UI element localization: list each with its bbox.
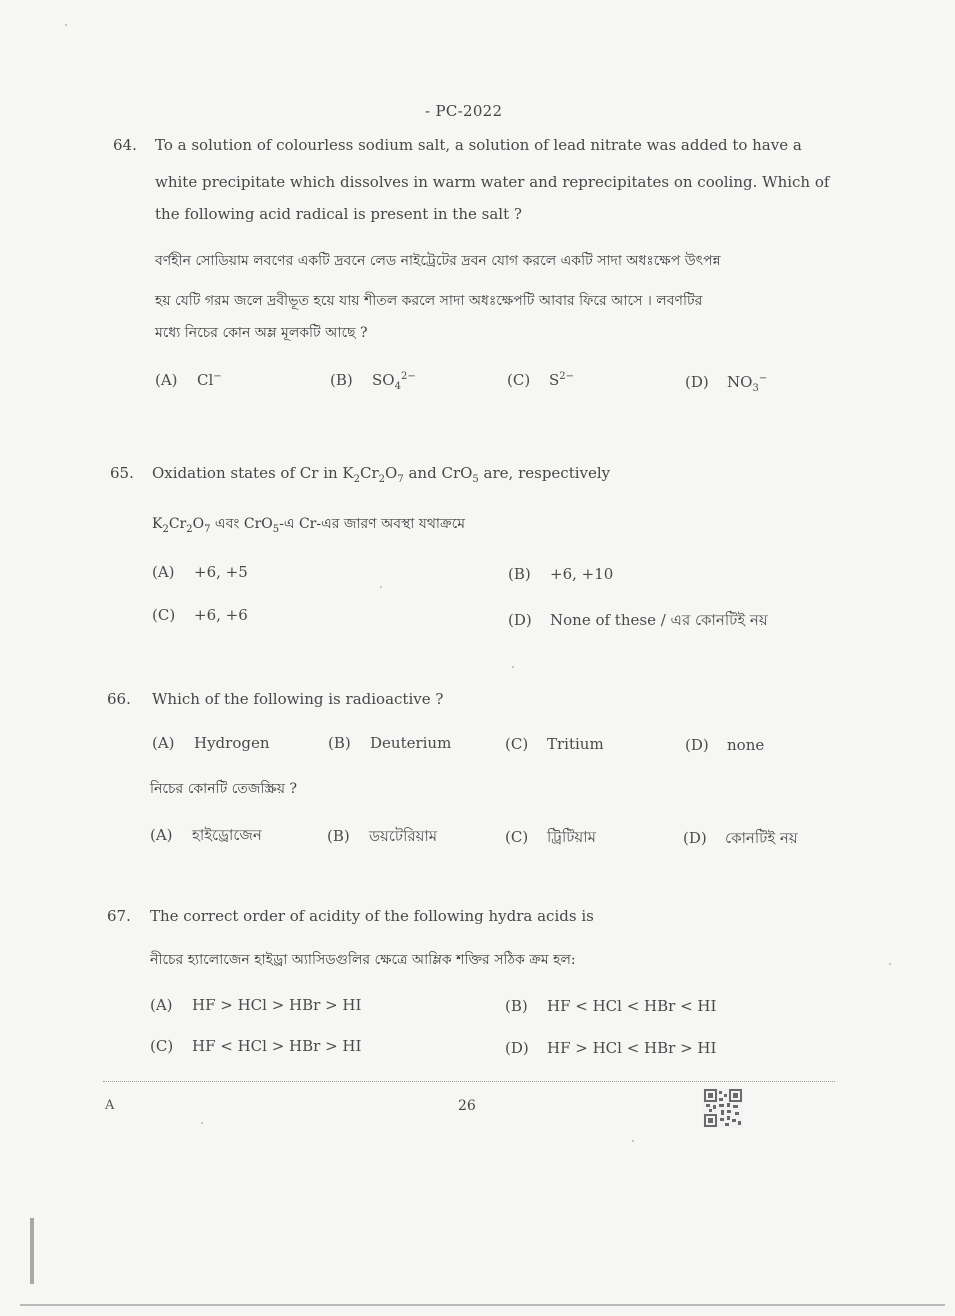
- question-text-bengali: নিচের কোনটি তেজস্ক্রিয় ?: [150, 781, 297, 797]
- option-b: (B) HF < HCl < HBr < HI: [505, 997, 717, 1015]
- paper-code: - PC-2022: [425, 102, 503, 120]
- question-text-bengali: $K_2Cr_2O_7$ এবং CrO$_5$-এ Cr-এর জারণ অবস্থা যথাক্রমে: [152, 516, 466, 535]
- footer-divider: [103, 1081, 835, 1082]
- option-a-bengali: (A) হাইড্রোজেন: [150, 826, 262, 844]
- page-number: 26: [458, 1098, 476, 1114]
- option-c: (C) $S^{2-}$: [507, 371, 575, 389]
- set-code: A: [105, 1098, 115, 1113]
- option-b-bengali: (B) ডয়টেরিয়াম: [327, 827, 438, 845]
- option-d: (D) none: [685, 736, 765, 754]
- question-text-line: the following acid radical is present in the salt ?: [155, 205, 522, 223]
- option-c: (C) Tritium: [505, 735, 604, 753]
- question-text-bengali-line: বর্ণহীন সোডিয়াম লবণের একটি দ্রবনে লেড নাইট্রেটের দ্রবন যোগ করলে একটি সাদা অধঃক্ষেপ উৎপন্ন: [155, 253, 721, 269]
- speck: [632, 1140, 634, 1142]
- speck: [889, 963, 891, 965]
- question-text: The correct order of acidity of the following hydra acids is: [150, 907, 594, 925]
- option-d: (D) $NO_3^-$: [685, 373, 768, 394]
- option-a: (A) Cl−: [155, 371, 222, 389]
- question-text-bengali: নীচের হ্যালোজেন হাইড্রা অ্যাসিডগুলির ক্ষেত্রে আম্লিক শক্তির সঠিক ক্রম হল:: [150, 952, 576, 968]
- option-c-bengali: (C) ট্রিটিয়াম: [505, 828, 596, 846]
- option-d-bengali: (D) কোনটিই নয়: [683, 829, 798, 847]
- option-a: (A) HF > HCl > HBr > HI: [150, 996, 362, 1014]
- option-d: (D) HF > HCl < HBr > HI: [505, 1039, 717, 1057]
- question-text: Which of the following is radioactive ?: [152, 690, 444, 708]
- question-text-line: To a solution of colourless sodium salt, a solution of lead nitrate was added to have a: [155, 136, 802, 154]
- scan-artifact: [30, 1218, 34, 1284]
- scan-edge: [20, 1304, 945, 1306]
- question-text-bengali-line: মধ্যে নিচের কোন অম্ল মূলকটি আছে ?: [155, 325, 368, 341]
- question-number: 67.: [107, 907, 131, 925]
- question-text-bengali-line: হয় যেটি গরম জলে দ্রবীভূত হয়ে যায় শীতল করলে সাদা অধঃক্ষেপটি আবার ফিরে আসে । লবণটির: [155, 293, 703, 309]
- qr-code-icon: [703, 1088, 743, 1128]
- question-number: 65.: [110, 464, 134, 482]
- option-c: (C) HF < HCl > HBr > HI: [150, 1037, 362, 1055]
- option-d: (D) None of these / এর কোনটিই নয়: [508, 611, 768, 629]
- option-b: (B) Deuterium: [328, 734, 452, 752]
- speck: [380, 586, 382, 588]
- question-number: 64.: [113, 136, 137, 154]
- question-text: Oxidation states of Cr in $K_2Cr_2O_7$ and CrO$_5$ are, respectively: [152, 464, 611, 485]
- speck: [65, 24, 67, 26]
- option-a: (A) +6, +5: [152, 563, 248, 581]
- option-b: (B) $SO_4^{2-}$: [330, 371, 416, 392]
- question-text-line: white precipitate which dissolves in warm water and reprecipitates on cooling. Which of: [155, 173, 830, 191]
- option-b: (B) +6, +10: [508, 565, 614, 583]
- question-number: 66.: [107, 690, 131, 708]
- option-c: (C) +6, +6: [152, 606, 248, 624]
- speck: [201, 1122, 203, 1124]
- speck: [512, 666, 514, 668]
- option-a: (A) Hydrogen: [152, 734, 270, 752]
